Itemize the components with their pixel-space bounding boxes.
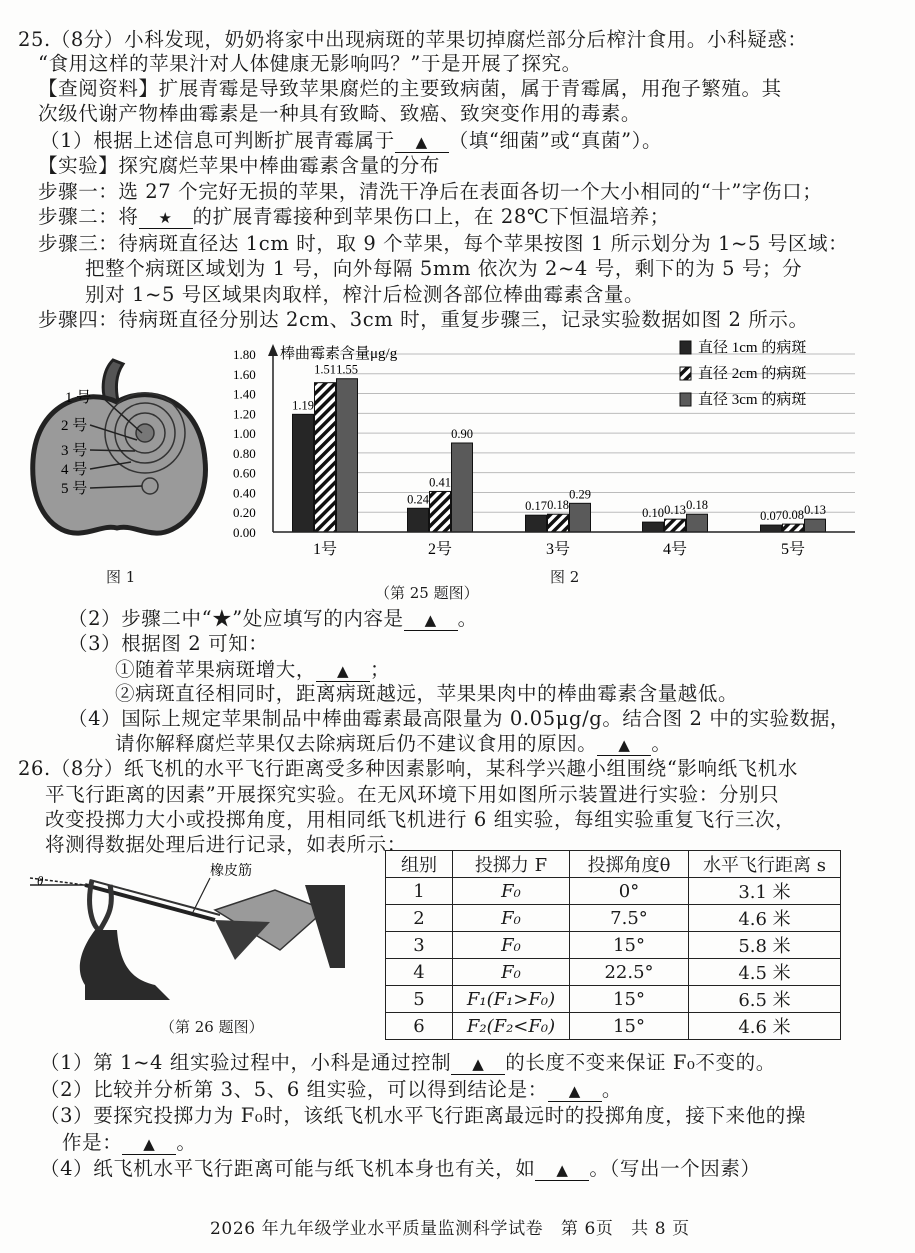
cell-force: F₁(F₁>F₀) [453,986,570,1013]
cell-force: F₀ [453,932,570,959]
q25-line-2: “食用这样的苹果汁对人体健康无影响吗？”于是开展了探究。 [38,52,582,75]
y-tick-label: 1.40 [233,386,256,402]
bar-series-2 [548,514,569,532]
q25-subq-3-1 [115,657,390,683]
cell-force: F₀ [453,905,570,932]
q26-line-1: 26.（8分）纸飞机的水平飞行距离受多种因素影响，某科学兴趣小组围绕“影响纸飞机水 [18,757,798,780]
data-label: 0.24 [407,492,429,507]
q26-subq-4-after: 。（写出一个因素） [589,1157,761,1180]
data-label: 1.51 [314,362,336,377]
bar-series-2 [430,491,451,532]
data-label: 0.07 [760,509,782,524]
data-label: 1.19 [292,398,314,413]
data-label: 0.13 [804,503,826,518]
y-tick-label: 0.40 [233,485,256,501]
bar-series-2 [783,524,804,532]
y-tick-label: 0.60 [233,465,256,481]
region-label-4: 4 号 [61,462,88,478]
legend-swatch-icon [680,393,691,406]
cell-distance: 3.1 米 [689,878,841,905]
q26-line-4: 将测得数据处理后进行记录，如表所示： [45,833,407,856]
q25-subq-4-cont [115,731,672,757]
step-3-line-3: 别对 1~5 号区域果肉取样，榨汁后检测各部位棒曲霉素含量。 [85,283,645,306]
rubber-band-label: 橡皮筋 [210,864,252,879]
step-2 [38,204,670,230]
legend-swatch-icon [680,367,691,380]
page-footer: 2026 年九年级学业水平质量监测科学试卷 第 6页 共 8 页 [210,1219,690,1239]
q25-subq-3-1-text: ①随着苹果病斑增大， [115,658,317,681]
data-label: 0.08 [782,508,804,523]
y-tick-label: 0.00 [233,525,256,540]
table-row [386,932,841,959]
legend-label: 直径 3cm 的病斑 [698,392,807,408]
experiment-title: 【实验】探究腐烂苹果中棒曲霉素含量的分布 [38,154,441,177]
q26-subq-1 [40,1050,776,1076]
data-label: 0.29 [569,487,591,502]
q26-line-3: 改变投掷力大小或投掷角度，用相同纸飞机进行 6 组实验，每组实验重复飞行三次， [45,808,796,831]
bar-series-1 [643,522,664,532]
y-tick-label: 1.00 [233,426,256,442]
q26-subq-4-text: （4）纸飞机水平飞行距离可能与纸飞机本身也有关，如 [40,1157,536,1180]
q25-subq-2-text: （2）步骤二中“★”处应填写的内容是 [68,607,404,630]
q25-subq-3-2: ②病斑直径相同时，距离病斑越远，苹果果肉中的棒曲霉素含量越低。 [115,682,739,705]
y-axis-label: 棒曲霉素含量μg/g [280,346,398,362]
table-header-row [386,851,841,878]
table-row [386,905,841,932]
header-distance: 水平飞行距离 s [689,851,841,878]
q26-subq-1-text: （1）第 1~4 组实验过程中，小科是通过控制 [40,1051,452,1074]
data-label: 0.18 [686,498,708,513]
header-force: 投掷力 F [453,851,570,878]
cell-group: 3 [386,932,453,959]
answer-blank[interactable]: ▲ [404,610,458,631]
cell-angle: 15° [570,986,689,1013]
region-label-3: 3 号 [61,443,88,459]
bar-series-2 [665,519,686,532]
y-tick-label: 1.80 [233,347,256,362]
step-3-line-1: 步骤三：待病斑直径达 1cm 时，取 9 个苹果，每个苹果按图 1 所示划分为 1~5 号区域： [38,232,849,255]
x-tick-label: 5号 [781,541,806,558]
step-2-after: 的扩展青霉接种到苹果伤口上，在 28℃下恒温培养； [192,205,670,228]
bar-series-1 [761,525,782,532]
paper-plane-launcher-figure [25,850,375,1010]
table-row [386,959,841,986]
data-label: 0.90 [451,427,473,441]
header-group: 组别 [386,851,453,878]
q26-subq-4 [40,1156,761,1182]
answer-blank[interactable]: ▲ [548,1081,602,1102]
bar-series-1 [526,515,547,532]
bar-chart [0,330,915,580]
q26-subq-2-text: （2）比较并分析第 3、5、6 组实验，可以得到结论是： [40,1078,548,1101]
data-label: 0.13 [664,503,686,518]
cell-angle: 0° [570,878,689,905]
data-label: 1.55 [336,362,358,377]
region-label-1: 1 号 [65,390,92,406]
y-tick-label: 1.20 [233,406,256,422]
q25-subq-1-after: （填“细菌”或“真菌”）。 [448,129,663,152]
step-3-line-2: 把整个病斑区域划为 1 号，向外每隔 5mm 依次为 2~4 号，剩下的为 5 号；分 [85,257,803,280]
table-row [386,878,841,905]
bar-series-3 [805,519,826,532]
step-1: 步骤一：选 27 个完好无损的苹果，清洗干净后在表面各切一个大小相同的“十”字伤口； [38,180,823,203]
data-label: 0.10 [642,506,664,521]
cell-group: 1 [386,878,453,905]
cell-distance: 4.6 米 [689,905,841,932]
q25-line-3: 【查阅资料】扩展青霉是导致苹果腐烂的主要致病菌，属于青霉属，用孢子繁殖。其 [38,77,782,100]
table-row [386,1013,841,1040]
q25-line-1: 25.（8分）小科发现，奶奶将家中出现病斑的苹果切掉腐烂部分后榨汁食用。小科疑惑： [18,28,808,51]
q26-subq-3: （3）要探究投掷力为 F₀时，该纸飞机水平飞行距离最远时的投掷角度，接下来他的操 [40,1104,806,1127]
legend-label: 直径 1cm 的病斑 [698,340,807,356]
answer-blank[interactable]: ▲ [535,1160,589,1181]
cell-angle: 15° [570,1013,689,1040]
experiment-table [385,850,841,1040]
answer-blank[interactable]: ▲ [451,1054,505,1075]
legend-swatch-icon [680,341,691,354]
region-label-5: 5 号 [61,481,88,497]
cell-angle: 22.5° [570,959,689,986]
q26-subq-2 [40,1077,622,1103]
step-2-text: 步骤二：将 [38,205,139,228]
cell-distance: 4.5 米 [689,959,841,986]
q26-subq-3-cont [62,1130,196,1156]
y-axis-arrow-icon [268,344,278,356]
q26-subq-3-cont-text: 作是： [62,1131,123,1154]
q25-line-4: 次级代谢产物棒曲霉素是一种具有致畸、致癌、致突变作用的毒素。 [38,102,642,125]
q25-subq-2-after: 。 [457,607,478,630]
q25-subq-2 [68,606,478,632]
cell-angle: 7.5° [570,905,689,932]
x-tick-label: 2号 [428,541,453,558]
cell-distance: 5.8 米 [689,932,841,959]
answer-blank[interactable]: ▲ [316,661,370,682]
cell-distance: 6.5 米 [689,986,841,1013]
bar-series-1 [408,508,429,532]
region-label-2: 2 号 [61,418,88,434]
header-angle: 投掷角度θ [570,851,689,878]
q25-subq-1-text: （1）根据上述信息可判断扩展青霉属于 [40,129,395,152]
q26-subq-1-after: 的长度不变来保证 F₀不变的。 [505,1051,776,1074]
table-row [386,986,841,1013]
x-tick-label: 3号 [546,541,571,558]
cell-group: 4 [386,959,453,986]
q25-subq-4-after: 。 [651,732,672,755]
fig2-caption: 图 2 [550,568,580,586]
q26-figure-caption: （第 26 题图） [160,1018,264,1036]
y-tick-label: 0.80 [233,445,256,461]
answer-blank[interactable]: ▲ [122,1134,176,1155]
data-label: 0.18 [547,498,569,513]
bar-series-1 [293,414,314,532]
bar-series-3 [570,503,591,532]
cell-force: F₂(F₂<F₀) [453,1013,570,1040]
data-label: 0.41 [429,475,451,490]
bar-series-3 [687,514,708,532]
y-tick-label: 0.20 [233,505,256,521]
step-4: 步骤四：待病斑直径分别达 2cm、3cm 时，重复步骤三，记录实验数据如图 2 所示。 [38,308,809,331]
q26-subq-2-after: 。 [601,1078,622,1101]
cell-group: 2 [386,905,453,932]
q25-subq-4: （4）国际上规定苹果制品中棒曲霉素最高限量为 0.05μg/g。结合图 2 中的实验数据， [68,707,851,730]
q26-subq-3-after: 。 [176,1131,197,1154]
answer-blank[interactable]: ▲ [597,735,651,756]
cell-angle: 15° [570,932,689,959]
q25-subq-3-1-after: ； [370,658,391,681]
x-tick-label: 1号 [313,541,338,558]
cell-group: 5 [386,986,453,1013]
x-tick-label: 4号 [663,541,688,558]
q26-line-2: 平飞行距离的因素”开展探究实验。在无风环境下用如图所示装置进行实验：分别只 [45,783,780,806]
bar-series-2 [315,383,336,532]
fig1-caption: 图 1 [106,568,136,586]
cell-force: F₀ [453,878,570,905]
answer-blank[interactable]: ▲ [395,132,449,153]
bar-series-3 [452,443,473,532]
cell-group: 6 [386,1013,453,1040]
bar-series-3 [337,379,358,532]
cell-force: F₀ [453,959,570,986]
q25-subq-1 [40,128,662,154]
q25-figure-caption: （第 25 题图） [375,584,479,602]
q25-subq-4-text: 请你解释腐烂苹果仅去除病斑后仍不建议食用的原因。 [115,732,598,755]
cell-distance: 4.6 米 [689,1013,841,1040]
data-label: 0.17 [525,499,547,514]
theta-label: θ [37,873,44,888]
legend-label: 直径 2cm 的病斑 [698,366,807,382]
y-tick-label: 1.60 [233,366,256,382]
q25-subq-3: （3）根据图 2 可知： [68,632,269,655]
star-blank: ★ [139,208,193,229]
